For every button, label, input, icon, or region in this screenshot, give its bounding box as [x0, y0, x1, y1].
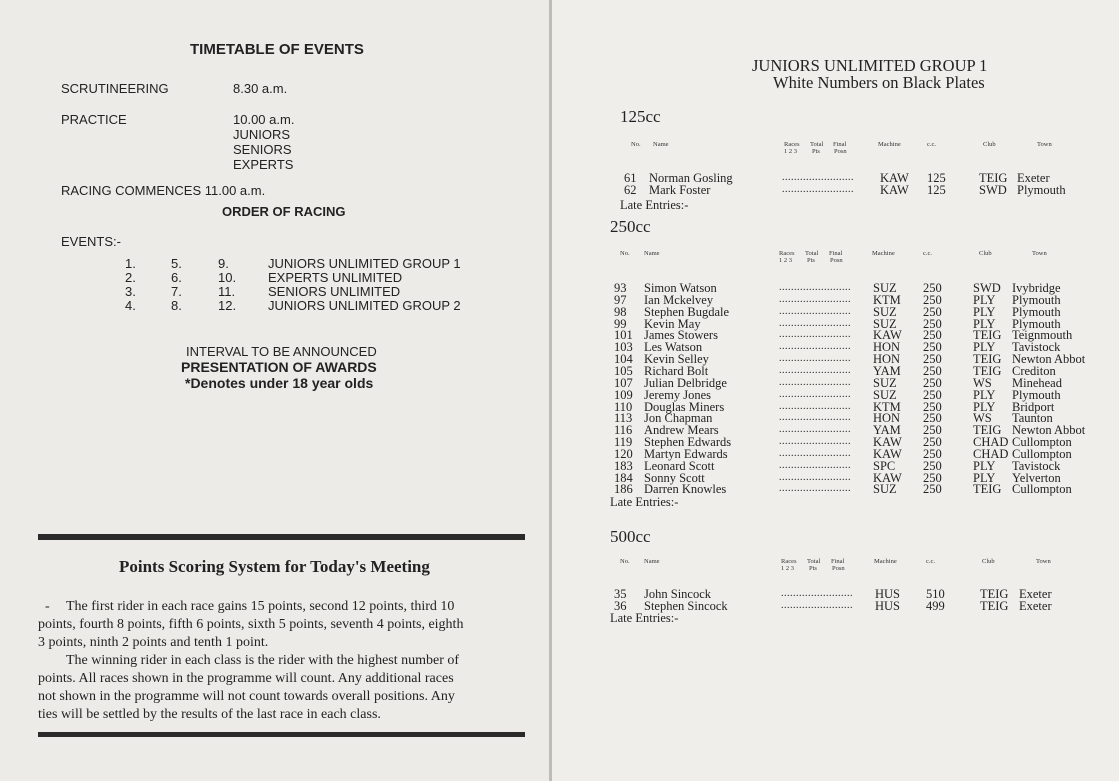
event-number: 8. [171, 298, 182, 313]
rider-town: Crediton [1012, 363, 1056, 378]
event-number: 10. [218, 270, 237, 285]
rider-no: 36 [614, 599, 627, 614]
rider-club: CHAD [973, 435, 1009, 450]
rider-dots: ........................ [779, 447, 851, 459]
rider-dots: ........................ [779, 293, 851, 305]
col-club: Club [982, 558, 995, 565]
rider-cc: 250 [923, 352, 942, 367]
rider-machine: SUZ [873, 482, 897, 497]
rider-dots: ........................ [779, 412, 851, 424]
points-paragraph-line: The winning rider in each class is the rider with the highest number of [66, 653, 460, 668]
rider-cc: 250 [923, 423, 942, 438]
rider-name: Norman Gosling [649, 171, 733, 185]
racing-commences: RACING COMMENCES 11.00 a.m. [61, 183, 266, 198]
rider-no: 107 [614, 375, 633, 390]
col-races: Races [784, 141, 800, 148]
col-final: Final [829, 250, 843, 257]
class-heading: 125cc [620, 107, 661, 126]
rider-name: Stephen Sincock [644, 599, 728, 614]
col-club: Club [983, 141, 996, 148]
rider-machine: KAW [873, 435, 902, 450]
rider-name: Les Watson [644, 340, 703, 355]
practice-group: EXPERTS [233, 157, 294, 172]
rider-cc: 250 [923, 387, 942, 402]
event-number: 11. [218, 284, 236, 299]
rider-cc: 250 [923, 411, 942, 426]
order-of-racing-title: ORDER OF RACING [222, 204, 346, 219]
points-paragraph-line: points, fourth 8 points, fifth 6 points, sixth 5 points, seventh 4 points, eighth [38, 617, 464, 632]
rider-town: Newton Abbot [1012, 352, 1086, 367]
col-name: Name [653, 141, 669, 148]
rider-machine: HUS [875, 599, 901, 614]
rider-name: Stephen Edwards [644, 435, 732, 450]
rider-town: Plymouth [1012, 292, 1061, 307]
rider-dots: ........................ [779, 483, 851, 495]
rider-name: Leonard Scott [644, 458, 715, 473]
group-title: JUNIORS UNLIMITED GROUP 1 [752, 56, 988, 75]
rider-name: Simon Watson [644, 281, 717, 295]
col-total: Total [810, 141, 824, 148]
rider-dots: ........................ [779, 305, 851, 317]
event-number: 12. [218, 298, 237, 313]
event-number: 9. [218, 256, 229, 271]
rider-town: Teignmouth [1012, 328, 1073, 343]
rider-machine: KAW [880, 183, 909, 198]
rider-no: 184 [614, 470, 633, 485]
rider-cc: 250 [923, 316, 942, 331]
col-total-sub: Pts [809, 565, 817, 572]
col-club: Club [979, 250, 992, 257]
event-number: 4. [125, 298, 136, 313]
rider-cc: 250 [923, 375, 942, 390]
rider-name: Kevin May [644, 316, 701, 331]
rider-machine: SUZ [873, 281, 897, 295]
event-number: 6. [171, 270, 182, 285]
rider-town: Plymouth [1012, 316, 1061, 331]
scrutineering-time: 8.30 a.m. [233, 81, 288, 96]
rider-cc: 250 [923, 399, 942, 414]
rider-club: SWD [973, 281, 1001, 295]
col-town: Town [1037, 141, 1052, 148]
interval-notice: INTERVAL TO BE ANNOUNCED [186, 344, 377, 359]
col-final-sub: Posn [830, 257, 843, 264]
col-no: No. [620, 250, 630, 257]
rider-no: 97 [614, 292, 627, 307]
event-name: EXPERTS UNLIMITED [268, 270, 403, 285]
rider-no: 186 [614, 482, 633, 497]
rider-club: TEIG [973, 352, 1002, 367]
late-entries: Late Entries:- [610, 611, 679, 625]
rider-name: Kevin Selley [644, 352, 709, 367]
rider-town: Bridport [1012, 399, 1055, 414]
rider-town: Plymouth [1012, 387, 1061, 402]
rider-club: TEIG [980, 587, 1009, 601]
rider-no: 183 [614, 458, 633, 473]
col-final: Final [831, 558, 845, 565]
rider-machine: HON [873, 411, 901, 426]
rider-cc: 250 [923, 363, 942, 378]
class-heading: 250cc [610, 217, 651, 236]
rider-machine: HON [873, 352, 901, 367]
rider-town: Plymouth [1012, 304, 1061, 319]
points-title: Points Scoring System for Today's Meeting [119, 557, 430, 576]
rider-machine: KAW [873, 470, 902, 485]
rider-name: Sonny Scott [644, 470, 705, 485]
rider-dots: ........................ [779, 376, 851, 388]
col-total: Total [805, 250, 819, 257]
rider-cc: 125 [927, 183, 946, 198]
col-total-sub: Pts [807, 257, 815, 264]
rider-machine: SUZ [873, 375, 897, 390]
col-name: Name [644, 250, 660, 257]
rider-town: Taunton [1012, 411, 1053, 426]
event-name: JUNIORS UNLIMITED GROUP 1 [268, 256, 461, 271]
rider-name: Douglas Miners [644, 399, 725, 414]
rider-no: 104 [614, 352, 633, 367]
points-paragraph-line: The first rider in each race gains 15 points, second 12 points, third 10 [66, 599, 455, 614]
rider-name: Ian Mckelvey [644, 292, 714, 307]
rider-town: Minehead [1012, 375, 1062, 390]
col-name: Name [644, 558, 660, 565]
rider-town: Exeter [1017, 171, 1050, 185]
rider-cc: 250 [923, 470, 942, 485]
points-paragraph-line: 3 points, ninth 2 points and tenth 1 point. [38, 635, 269, 650]
col-cc: c.c. [923, 250, 933, 257]
rider-town: Exeter [1019, 599, 1052, 614]
rider-town: Tavistock [1012, 340, 1061, 355]
rider-name: Richard Bolt [644, 363, 709, 378]
rider-club: PLY [973, 470, 996, 485]
col-no: No. [631, 141, 641, 148]
rider-no: 119 [614, 435, 633, 450]
rider-no: 98 [614, 304, 627, 319]
class-heading: 500cc [610, 527, 651, 546]
rider-dots: ........................ [779, 471, 851, 483]
rider-dots: ........................ [779, 436, 851, 448]
group-subtitle: White Numbers on Black Plates [773, 73, 985, 92]
rider-club: WS [973, 411, 992, 426]
rider-town: Cullompton [1012, 482, 1072, 497]
rider-club: TEIG [973, 482, 1002, 497]
event-name: SENIORS UNLIMITED [268, 284, 401, 299]
col-races-sub: 1 2 3 [779, 257, 792, 264]
rider-cc: 250 [923, 435, 942, 450]
rider-cc: 250 [923, 458, 942, 473]
rider-town: Exeter [1019, 587, 1052, 601]
col-races: Races [779, 250, 795, 257]
rider-machine: SPC [873, 458, 896, 473]
practice-time: 10.00 a.m. [233, 112, 295, 127]
rider-dots: ........................ [779, 329, 851, 341]
col-cc: c.c. [926, 558, 936, 565]
col-final-sub: Posn [832, 565, 845, 572]
rider-cc: 125 [927, 171, 946, 185]
rider-name: Andrew Mears [644, 423, 719, 438]
rider-name: John Sincock [644, 587, 712, 601]
col-no: No. [620, 558, 630, 565]
rider-club: TEIG [980, 599, 1009, 614]
event-number: 1. [125, 256, 136, 271]
rider-no: 62 [624, 183, 637, 198]
rider-no: 35 [614, 587, 627, 601]
rider-machine: YAM [873, 423, 901, 438]
under-18-note: *Denotes under 18 year olds [185, 375, 374, 391]
rider-town: Cullompton [1012, 446, 1072, 461]
right-page [552, 0, 1119, 781]
late-entries: Late Entries:- [620, 198, 689, 212]
points-paragraph-line: points. All races shown in the programme will count. Any additional races [38, 671, 454, 686]
events-label: EVENTS:- [61, 234, 121, 249]
rider-no: 105 [614, 363, 633, 378]
rider-machine: KTM [873, 292, 901, 307]
rider-club: CHAD [973, 446, 1009, 461]
rider-no: 120 [614, 446, 633, 461]
rider-no: 110 [614, 399, 633, 414]
rider-dots: ........................ [779, 388, 851, 400]
col-machine: Machine [878, 141, 901, 148]
rider-dots: ........................ [779, 353, 851, 365]
rider-club: PLY [973, 304, 996, 319]
rider-club: WS [973, 375, 992, 390]
timetable-title: TIMETABLE OF EVENTS [190, 41, 364, 58]
points-dash: - [45, 599, 50, 614]
event-number: 2. [125, 270, 136, 285]
col-races: Races [781, 558, 797, 565]
rider-club: TEIG [973, 328, 1002, 343]
rider-no: 93 [614, 281, 627, 295]
rider-dots: ........................ [779, 317, 851, 329]
col-machine: Machine [874, 558, 897, 565]
rider-town: Newton Abbot [1012, 423, 1086, 438]
practice-group: JUNIORS [233, 127, 291, 142]
rider-dots: ........................ [779, 400, 851, 412]
late-entries: Late Entries:- [610, 495, 679, 509]
event-name: JUNIORS UNLIMITED GROUP 2 [268, 298, 461, 313]
rider-machine: KTM [873, 399, 901, 414]
rider-club: TEIG [973, 423, 1002, 438]
rider-cc: 510 [926, 587, 945, 601]
col-total-sub: Pts [812, 148, 820, 155]
rider-machine: SUZ [873, 387, 897, 402]
rider-town: Yelverton [1012, 470, 1061, 485]
rider-cc: 250 [923, 328, 942, 343]
scrutineering-label: SCRUTINEERING [61, 81, 169, 96]
rider-dots: ........................ [779, 282, 851, 293]
rider-club: PLY [973, 316, 996, 331]
col-machine: Machine [872, 250, 895, 257]
rider-name: Mark Foster [649, 183, 711, 198]
rider-club: PLY [973, 340, 996, 355]
rider-name: Stephen Bugdale [644, 304, 730, 319]
event-number: 5. [171, 256, 182, 271]
rider-dots: ........................ [779, 364, 851, 376]
rider-no: 101 [614, 328, 633, 343]
points-paragraph-line: not shown in the programme will not count towards overall positions. Any [38, 689, 455, 704]
col-cc: c.c. [927, 141, 937, 148]
rider-name: James Stowers [644, 328, 718, 343]
rider-no: 116 [614, 423, 633, 438]
rider-cc: 250 [923, 482, 942, 497]
rider-dots: ........................ [779, 341, 851, 353]
rider-town: Plymouth [1017, 183, 1066, 198]
rider-dots: ........................ [779, 424, 851, 436]
rider-club: TEIG [979, 171, 1008, 185]
practice-group: SENIORS [233, 142, 292, 157]
rider-name: Martyn Edwards [644, 446, 728, 461]
divider-rule [38, 732, 525, 737]
col-total: Total [807, 558, 821, 565]
rider-machine: HUS [875, 587, 901, 601]
rider-machine: SUZ [873, 316, 897, 331]
rider-machine: YAM [873, 363, 901, 378]
rider-machine: KAW [873, 446, 902, 461]
rider-machine: HON [873, 340, 901, 355]
event-number: 3. [125, 284, 136, 299]
rider-cc: 250 [923, 281, 942, 295]
rider-cc: 250 [923, 340, 942, 355]
rider-dots: ........................ [782, 172, 854, 183]
rider-cc: 499 [926, 599, 945, 614]
rider-dots: ........................ [779, 459, 851, 471]
rider-club: PLY [973, 399, 996, 414]
col-races-sub: 1 2 3 [784, 148, 797, 155]
rider-name: Julian Delbridge [644, 375, 727, 390]
rider-no: 99 [614, 316, 627, 331]
rider-name: Jeremy Jones [644, 387, 711, 402]
rider-cc: 250 [923, 304, 942, 319]
rider-dots: ........................ [782, 184, 854, 196]
rider-dots: ........................ [781, 588, 853, 599]
rider-club: PLY [973, 292, 996, 307]
rider-town: Ivybridge [1012, 281, 1061, 295]
rider-no: 61 [624, 171, 637, 185]
rider-club: PLY [973, 387, 996, 402]
rider-town: Tavistock [1012, 458, 1061, 473]
rider-no: 109 [614, 387, 633, 402]
col-final-sub: Posn [834, 148, 847, 155]
rider-no: 113 [614, 411, 633, 426]
divider-rule [38, 534, 525, 540]
col-final: Final [833, 141, 847, 148]
rider-machine: SUZ [873, 304, 897, 319]
rider-cc: 250 [923, 446, 942, 461]
rider-no: 103 [614, 340, 633, 355]
left-page [0, 0, 549, 781]
presentation-of-awards: PRESENTATION OF AWARDS [181, 359, 377, 375]
rider-machine: KAW [880, 171, 909, 185]
rider-name: Darren Knowles [644, 482, 727, 497]
rider-club: PLY [973, 458, 996, 473]
col-town: Town [1036, 558, 1051, 565]
rider-town: Cullompton [1012, 435, 1072, 450]
rider-machine: KAW [873, 328, 902, 343]
rider-club: SWD [979, 183, 1007, 198]
rider-name: Jon Chapman [644, 411, 713, 426]
rider-club: TEIG [973, 363, 1002, 378]
practice-label: PRACTICE [61, 112, 127, 127]
points-paragraph-line: ties will be settled by the results of the last race in each class. [38, 707, 381, 722]
col-races-sub: 1 2 3 [781, 565, 794, 572]
event-number: 7. [171, 284, 182, 299]
rider-dots: ........................ [781, 600, 853, 612]
rider-cc: 250 [923, 292, 942, 307]
col-town: Town [1032, 250, 1047, 257]
